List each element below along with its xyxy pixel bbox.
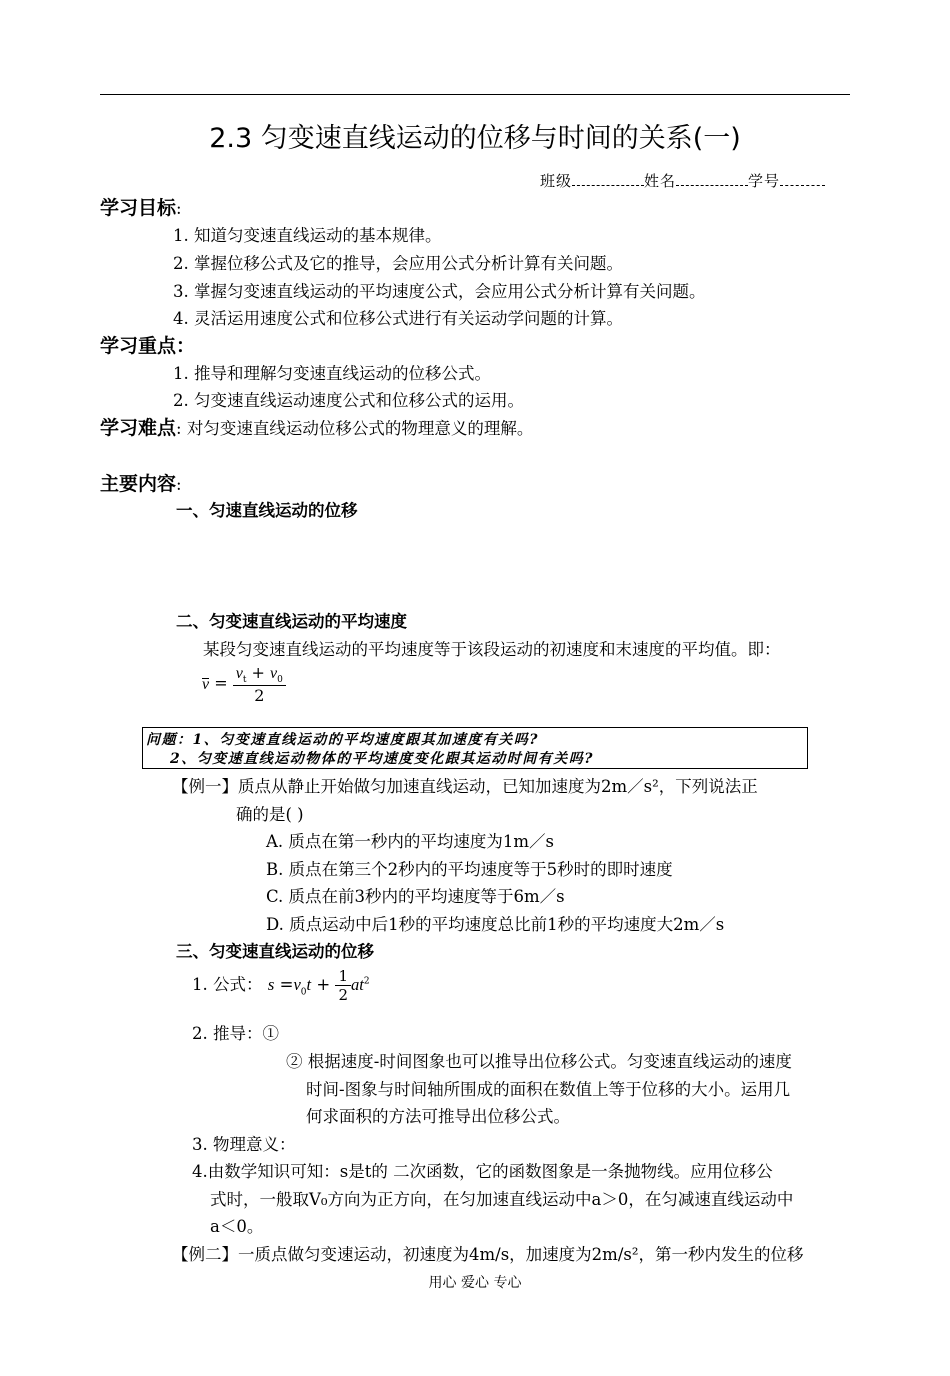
class-blank[interactable] <box>572 173 644 186</box>
section3-formula-line <box>192 967 370 1004</box>
objective-item: 1. 知道匀变速直线运动的基本规律。 <box>173 226 442 245</box>
average-velocity-formula <box>202 663 286 705</box>
example1-option-d: D. 质点运动中后1秒的平均速度总比前1秒的平均速度大2m／s <box>266 915 725 934</box>
plus-sign: + <box>251 663 265 682</box>
at-symbol: at <box>350 975 364 994</box>
formula-denominator: 2 <box>254 686 265 706</box>
example1-stem-line1: 【例一】质点从静止开始做匀加速直线运动，已知加速度为2m／s²，下列说法正 <box>172 777 758 796</box>
student-info-line <box>540 170 825 191</box>
s-symbol: s <box>267 975 275 994</box>
physical-meaning: 3. 物理意义： <box>192 1135 296 1154</box>
equals-sign: = <box>279 975 294 994</box>
objective-item: 3. 掌握匀变速直线运动的平均速度公式，会应用公式分析计算有关问题。 <box>173 282 706 301</box>
formula-label: 1. 公式： <box>192 975 263 994</box>
objective-item: 4. 灵活运用速度公式和位移公式进行有关运动学问题的计算。 <box>173 309 623 328</box>
main-content-colon: : <box>176 475 182 494</box>
key-points-heading: 学习重点： <box>100 335 196 357</box>
section3-title: 三、匀变速直线运动的位移 <box>176 942 374 961</box>
vt-symbol: v <box>235 665 243 682</box>
objectives-colon: : <box>176 199 182 218</box>
example2-text: 【例二】一质点做匀变速运动，初速度为4m/s，加速度为2m/s²，第一秒内发生的位移 <box>172 1245 804 1264</box>
derivation-2-line2: 时间-图象与时间轴所围成的面积在数值上等于位移的大小。运用几 <box>306 1080 791 1099</box>
v0-symbol: v <box>293 975 301 994</box>
objectives-heading: 学习目标 <box>100 197 177 219</box>
difficulty-line <box>100 413 533 440</box>
equals-sign: = <box>214 673 228 693</box>
difficulty-heading: 学习难点 <box>100 417 177 439</box>
key-point-item: 1. 推导和理解匀变速直线运动的位移公式。 <box>173 364 491 383</box>
top-rule <box>100 94 850 95</box>
section2-title: 二、匀变速直线运动的平均速度 <box>176 612 407 631</box>
difficulty-text: : 对匀变速直线运动位移公式的物理意义的理解。 <box>176 419 534 438</box>
v0-subscript: 0 <box>277 675 283 686</box>
derivation-2-line1: ② 根据速度-时间图象也可以推导出位移公式。匀变速直线运动的速度 <box>286 1052 792 1071</box>
question-line-1: 问题：1、匀变速直线运动的平均速度跟其加速度有关吗? <box>146 732 539 748</box>
vt-subscript: t <box>242 675 247 686</box>
objective-item: 2. 掌握位移公式及它的推导，会应用公式分析计算有关问题。 <box>173 254 623 273</box>
formula-fraction <box>233 663 286 705</box>
point4-line3: a＜0。 <box>210 1217 264 1236</box>
section1-title: 一、匀速直线运动的位移 <box>176 501 358 520</box>
half-fraction <box>335 967 351 1004</box>
derivation-label: 2. 推导：① <box>192 1024 279 1043</box>
objectives-heading-line <box>100 193 182 220</box>
main-content-heading: 主要内容 <box>100 473 177 495</box>
v-bar-symbol: v <box>202 675 210 693</box>
v0-subscript: 0 <box>300 987 307 998</box>
example1-option-c: C. 质点在前3秒内的平均速度等于6m／s <box>266 887 565 906</box>
name-label: 姓名 <box>644 172 677 190</box>
t-squared-exponent: 2 <box>363 976 370 987</box>
id-label: 学号 <box>748 172 781 190</box>
derivation-2-line3: 何求面积的方法可推导出位移公式。 <box>306 1107 570 1126</box>
v-bar <box>202 676 209 694</box>
example1-option-a: A. 质点在第一秒内的平均速度为1m／s <box>266 832 555 851</box>
v0-symbol: v <box>270 665 278 682</box>
example1-option-b: B. 质点在第三个2秒内的平均速度等于5秒时的即时速度 <box>266 860 673 879</box>
key-point-item: 2. 匀变速直线运动速度公式和位移公式的运用。 <box>173 391 524 410</box>
t-symbol: t <box>306 975 312 994</box>
point4-line1: 4.由数学知识可知：s是t的 二次函数，它的函数图象是一条抛物线。应用位移公 <box>192 1162 773 1181</box>
half-denominator: 2 <box>338 986 348 1004</box>
class-label: 班级 <box>540 172 573 190</box>
half-numerator: 1 <box>335 967 351 986</box>
question-line-2: 2、匀变速直线运动物体的平均速度变化跟其运动时间有关吗? <box>170 751 594 767</box>
section2-text: 某段匀变速直线运动的平均速度等于该段运动的初速度和末速度的平均值。即： <box>203 640 781 659</box>
plus-sign: + <box>316 975 331 994</box>
example1-stem-line2: 确的是( ) <box>236 805 304 824</box>
point4-line2: 式时，一般取V₀方向为正方向，在匀加速直线运动中a＞0，在匀减速直线运动中 <box>210 1190 794 1209</box>
main-content-heading-line <box>100 469 182 496</box>
id-blank[interactable] <box>780 173 825 186</box>
name-blank[interactable] <box>676 173 748 186</box>
page-title: 2.3 匀变速直线运动的位移与时间的关系(一) <box>209 123 741 154</box>
page-footer: 用心 爱心 专心 <box>428 1275 522 1291</box>
